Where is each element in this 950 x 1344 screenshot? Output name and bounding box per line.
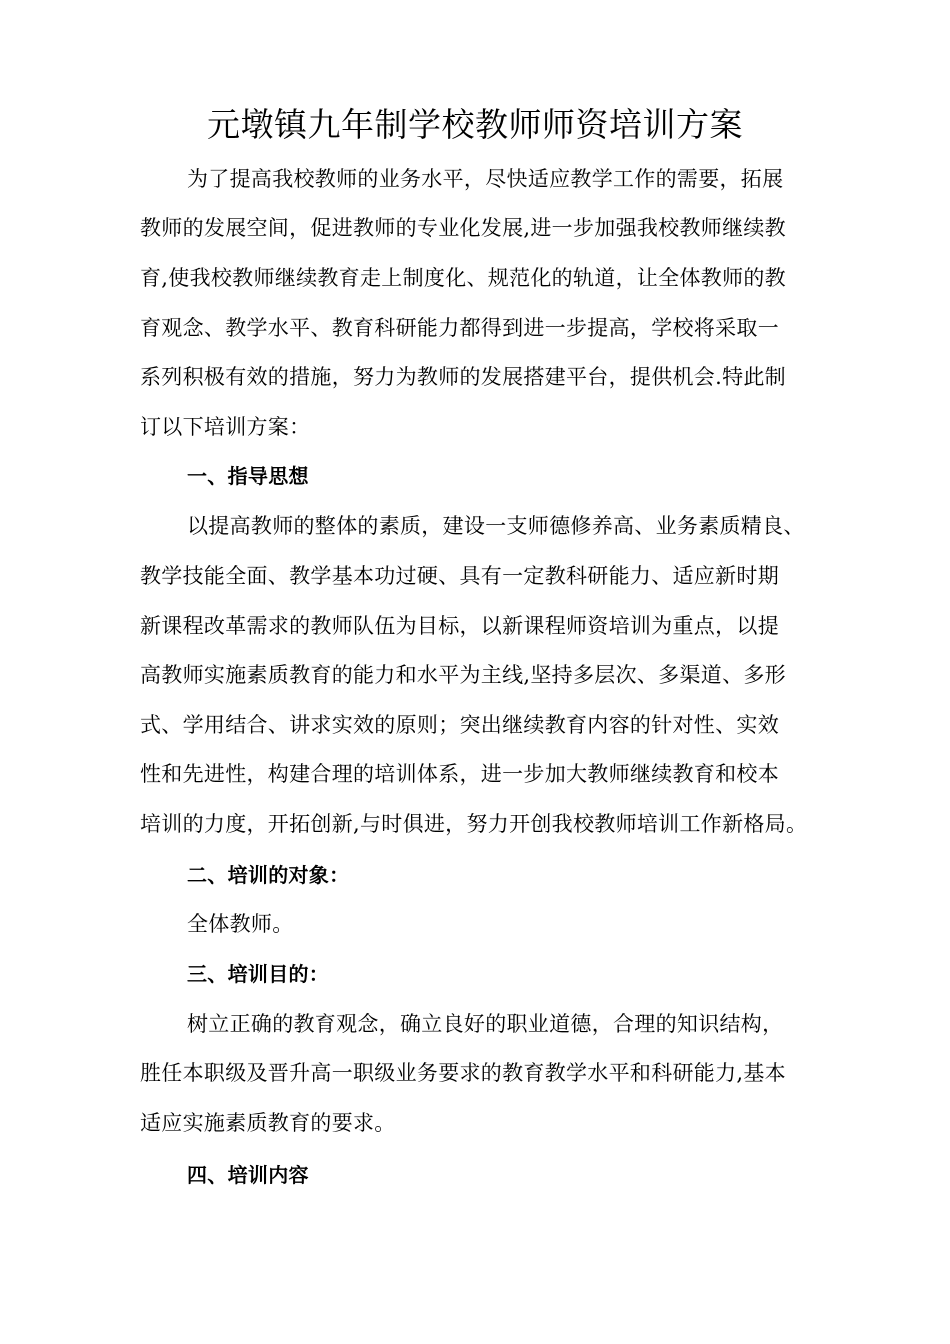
section3-line: 胜任本职级及晋升高一职级业务要求的教育教学水平和科研能力,基本: [140, 1061, 786, 1085]
intro-line: 育观念、教学水平、教育科研能力都得到进一步提高，学校将采取一: [140, 316, 779, 340]
section1-line: 以提高教师的整体的素质，建设一支师德修养高、业务素质精良、: [187, 514, 805, 538]
section1-line: 性和先进性，构建合理的培训体系，进一步加大教师继续教育和校本: [140, 762, 779, 786]
section1-line: 式、学用结合、讲求实效的原则；突出继续教育内容的针对性、实效: [140, 713, 779, 737]
section1-line: 高教师实施素质教育的能力和水平为主线,坚持多层次、多渠道、多形: [140, 663, 786, 687]
section1-line: 培训的力度，开拓创新,与时俱进，努力开创我校教师培训工作新格局。: [140, 812, 808, 836]
intro-line: 育,使我校教师继续教育走上制度化、规范化的轨道，让全体教师的教: [140, 266, 786, 290]
section3-line: 树立正确的教育观念，确立良好的职业道德，合理的知识结构，: [187, 1012, 784, 1036]
section1-line: 教学技能全面、教学基本功过硬、具有一定教科研能力、适应新时期: [140, 564, 779, 588]
intro-line: 系列积极有效的措施，努力为教师的发展搭建平台，提供机会.特此制: [140, 365, 786, 389]
section-heading-training-purpose: 三、培训目的：: [187, 962, 330, 986]
section1-line: 新课程改革需求的教师队伍为目标，以新课程师资培训为重点，以提: [140, 614, 779, 638]
section-heading-guiding-ideology: 一、指导思想: [187, 464, 309, 488]
intro-line: 为了提高我校教师的业务水平，尽快适应教学工作的需要，拓展: [187, 167, 784, 191]
section-heading-training-content: 四、培训内容: [187, 1163, 309, 1187]
intro-line: 订以下培训方案：: [140, 415, 311, 439]
section-heading-training-targets: 二、培训的对象：: [187, 863, 350, 887]
intro-line: 教师的发展空间，促进教师的专业化发展,进一步加强我校教师继续教: [140, 216, 786, 240]
section3-line: 适应实施素质教育的要求。: [140, 1111, 396, 1135]
section2-line: 全体教师。: [187, 912, 294, 936]
document-title: 元墩镇九年制学校教师师资培训方案: [207, 105, 743, 144]
